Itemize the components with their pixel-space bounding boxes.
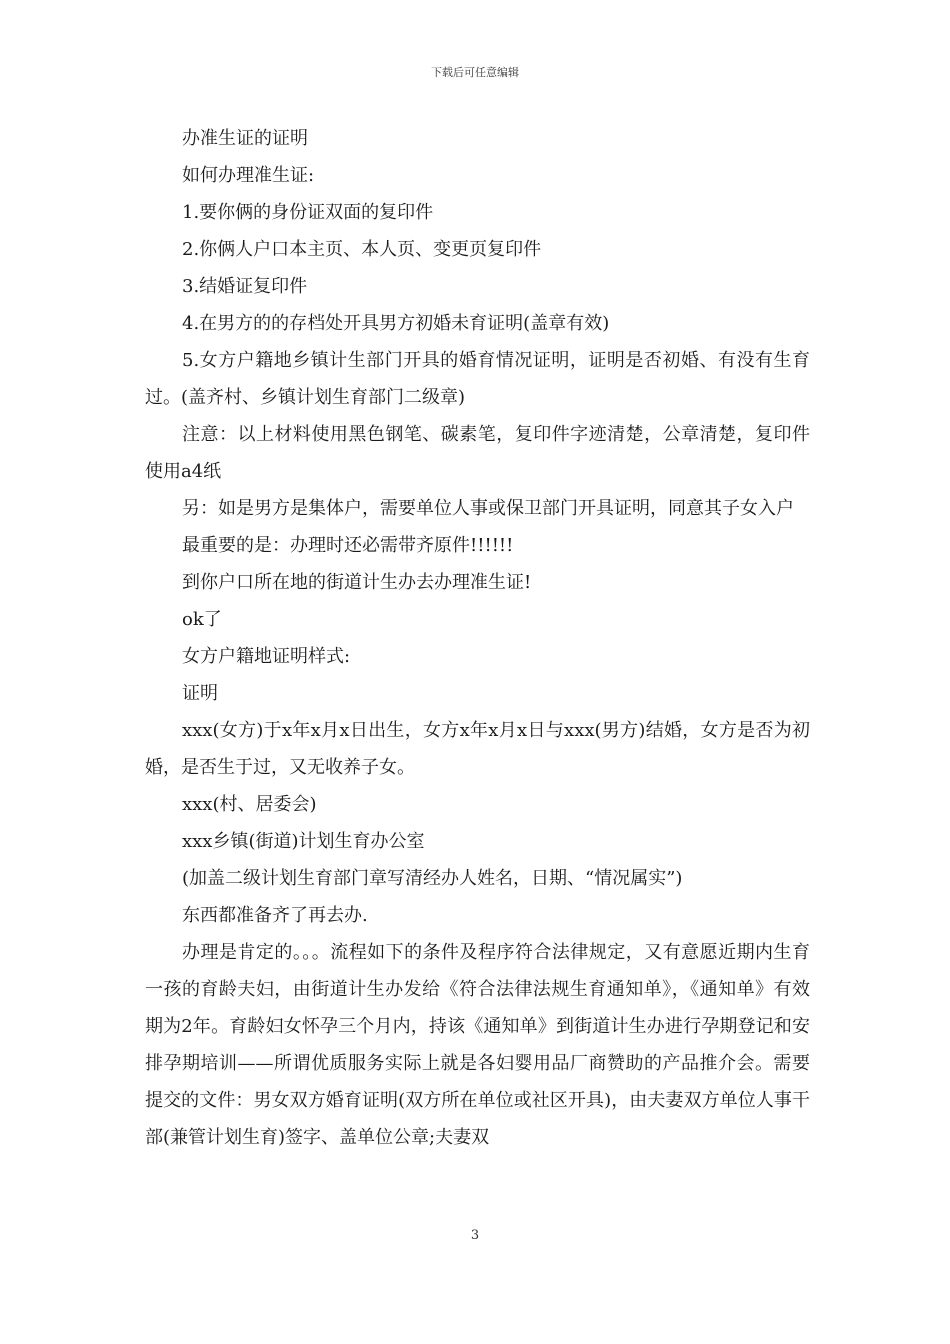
paragraph-title: 办准生证的证明 bbox=[182, 128, 308, 149]
document-body bbox=[145, 120, 810, 1156]
paragraph-sample-heading: 女方户籍地证明样式: bbox=[182, 646, 351, 667]
paragraph-certificate-title: 证明 bbox=[182, 683, 218, 704]
paragraph-item-4: 4.在男方的的存档处开具男方初婚未育证明(盖章有效) bbox=[182, 313, 610, 334]
paragraph-item-5: 5.女方户籍地乡镇计生部门开具的婚育情况证明，证明是否初婚、有没有生育过。(盖齐村、乡镇计划生育部门二级章) bbox=[145, 350, 810, 408]
paragraph-also: 另：如是男方是集体户，需要单位人事或保卫部门开具证明，同意其子女入户 bbox=[182, 498, 794, 519]
paragraph-how-to: 如何办理准生证: bbox=[182, 165, 315, 186]
paragraph-village-committee: xxx(村、居委会) bbox=[182, 794, 317, 815]
paragraph-item-1: 1.要你俩的身份证双面的复印件 bbox=[182, 202, 434, 223]
paragraph-note: 注意：以上材料使用黑色钢笔、碳素笔，复印件字迹清楚，公章清楚，复印件使用a4纸 bbox=[145, 424, 810, 482]
paragraph-go-to-office: 到你户口所在地的街道计生办去办理准生证! bbox=[182, 572, 532, 593]
paragraph-prepare: 东西都准备齐了再去办. bbox=[182, 905, 368, 926]
paragraph-process: 办理是肯定的。。。流程如下的条件及程序符合法律规定，又有意愿近期内生育一孩的育龄夫妇，由街道计生办发给《符合法律法规生育通知单》，《通知单》有效期为2年。育龄妇女怀孕三个月内，持该《通知单》到街道计生办进行孕期登记和安排孕期培训——所谓优质服务实际上就是各妇婴用品厂商赞助的产品推介会。需要提交的文件：男女双方婚育证明(双方所在单位或社区开具)，由夫妻双方单位人事干部(兼管计划生育)签字、盖单位公章;夫妻双 bbox=[145, 942, 810, 1148]
paragraph-ok: ok了 bbox=[182, 609, 222, 630]
paragraph-item-2: 2.你俩人户口本主页、本人页、变更页复印件 bbox=[182, 239, 542, 260]
paragraph-important: 最重要的是：办理时还必需带齐原件!!!!!! bbox=[182, 535, 514, 556]
page-header: 下载后可任意编辑 bbox=[431, 66, 519, 79]
paragraph-certificate-body: xxx(女方)于x年x月x日出生，女方x年x月x日与xxx(男方)结婚，女方是否为初婚，是否生于过，又无收养子女。 bbox=[145, 720, 810, 778]
paragraph-stamp-note: (加盖二级计划生育部门章写清经办人姓名，日期、“情况属实”) bbox=[182, 868, 683, 889]
paragraph-township-office: xxx乡镇(街道)计划生育办公室 bbox=[182, 831, 425, 852]
paragraph-item-3: 3.结婚证复印件 bbox=[182, 276, 308, 297]
page-number: 3 bbox=[470, 1228, 480, 1243]
